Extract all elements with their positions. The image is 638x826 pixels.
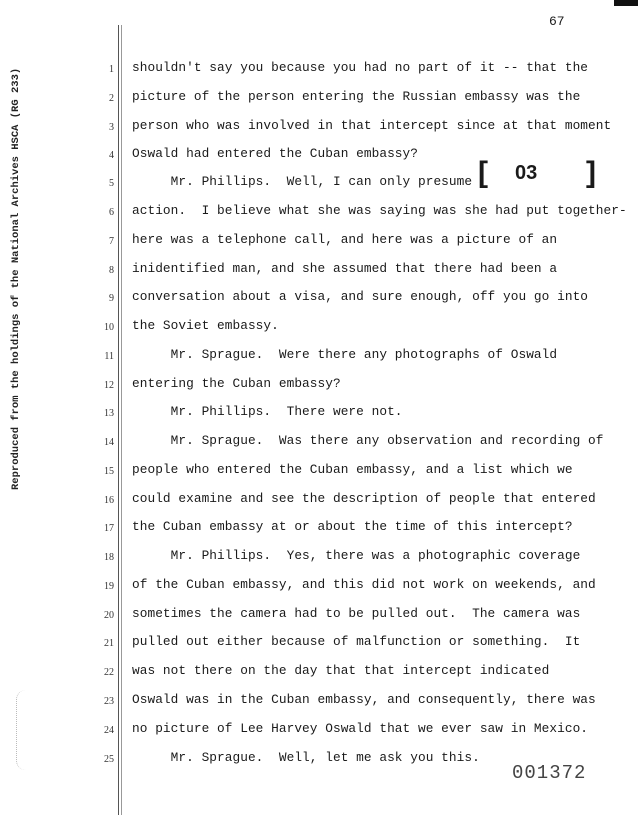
line-number: 8 [109, 265, 114, 276]
transcript-line: action. I believe what she was saying was she had put together- [132, 203, 627, 218]
transcript-line: sometimes the camera had to be pulled out. The camera was [132, 606, 581, 621]
line-number: 4 [109, 150, 114, 161]
line-number: 9 [109, 293, 114, 304]
margin-smudge [16, 690, 35, 770]
line-number: 20 [104, 610, 114, 621]
margin-rule [118, 25, 119, 815]
code-bracket-right: ] [586, 156, 596, 189]
line-number: 15 [104, 466, 114, 477]
line-number: 24 [104, 725, 114, 736]
margin-rule-inner [121, 25, 122, 815]
line-number: 21 [104, 638, 114, 649]
corner-mark [614, 0, 638, 6]
page-number: 67 [549, 14, 565, 29]
transcript-line: could examine and see the description of people that entered [132, 491, 596, 506]
line-number: 11 [104, 351, 114, 362]
transcript-line: conversation about a visa, and sure enough, off you go into [132, 289, 589, 304]
transcript-line: Mr. Sprague. Were there any photographs of Oswald [132, 347, 558, 362]
line-number: 10 [104, 322, 114, 333]
line-number: 12 [104, 380, 114, 391]
line-number: 23 [104, 696, 114, 707]
transcript-line: Mr. Sprague. Was there any observation and recording of [132, 433, 604, 448]
line-number: 16 [104, 495, 114, 506]
transcript-line: Mr. Phillips. Well, I can only presume [132, 174, 473, 189]
code-bracket-left: [ [478, 156, 488, 189]
transcript-line: pulled out either because of malfunction or something. It [132, 634, 581, 649]
transcript-line: no picture of Lee Harvey Oswald that we ever saw in Mexico. [132, 721, 589, 736]
line-number: 14 [104, 437, 114, 448]
transcript-line: person who was involved in that intercept since at that moment [132, 118, 612, 133]
line-number: 17 [104, 523, 114, 534]
transcript-line: the Cuban embassy at or about the time of this intercept? [132, 519, 573, 534]
line-number: 3 [109, 122, 114, 133]
line-number: 13 [104, 408, 114, 419]
transcript-line: people who entered the Cuban embassy, and a list which we [132, 462, 573, 477]
transcript-line: Mr. Phillips. There were not. [132, 404, 403, 419]
transcript-line: picture of the person entering the Russian embassy was the [132, 89, 581, 104]
line-number: 18 [104, 552, 114, 563]
archive-side-note-text: Reproduced from the holdings of the National Archives HSCA (RG 233) [10, 67, 22, 490]
transcript-line: the Soviet embassy. [132, 318, 279, 333]
transcript-line: of the Cuban embassy, and this did not work on weekends, and [132, 577, 596, 592]
transcript-line: Mr. Sprague. Well, let me ask you this. [132, 750, 480, 765]
document-number: 001372 [512, 762, 587, 784]
transcript-line: was not there on the day that that intercept indicated [132, 663, 550, 678]
line-number: 6 [109, 207, 114, 218]
line-number: 2 [109, 93, 114, 104]
classification-code: 03 [515, 162, 538, 184]
line-number: 5 [109, 178, 114, 189]
transcript-line: entering the Cuban embassy? [132, 376, 341, 391]
transcript-line: Oswald had entered the Cuban embassy? [132, 146, 418, 161]
line-number: 25 [104, 754, 114, 765]
line-number: 22 [104, 667, 114, 678]
line-number: 19 [104, 581, 114, 592]
transcript-line: here was a telephone call, and here was a picture of an [132, 232, 558, 247]
transcript-line: Mr. Phillips. Yes, there was a photographic coverage [132, 548, 581, 563]
transcript-line: Oswald was in the Cuban embassy, and consequently, there was [132, 692, 596, 707]
line-number: 1 [109, 64, 114, 75]
line-number: 7 [109, 236, 114, 247]
transcript-line: inidentified man, and she assumed that there had been a [132, 261, 558, 276]
transcript-line: shouldn't say you because you had no part of it -- that the [132, 60, 589, 75]
